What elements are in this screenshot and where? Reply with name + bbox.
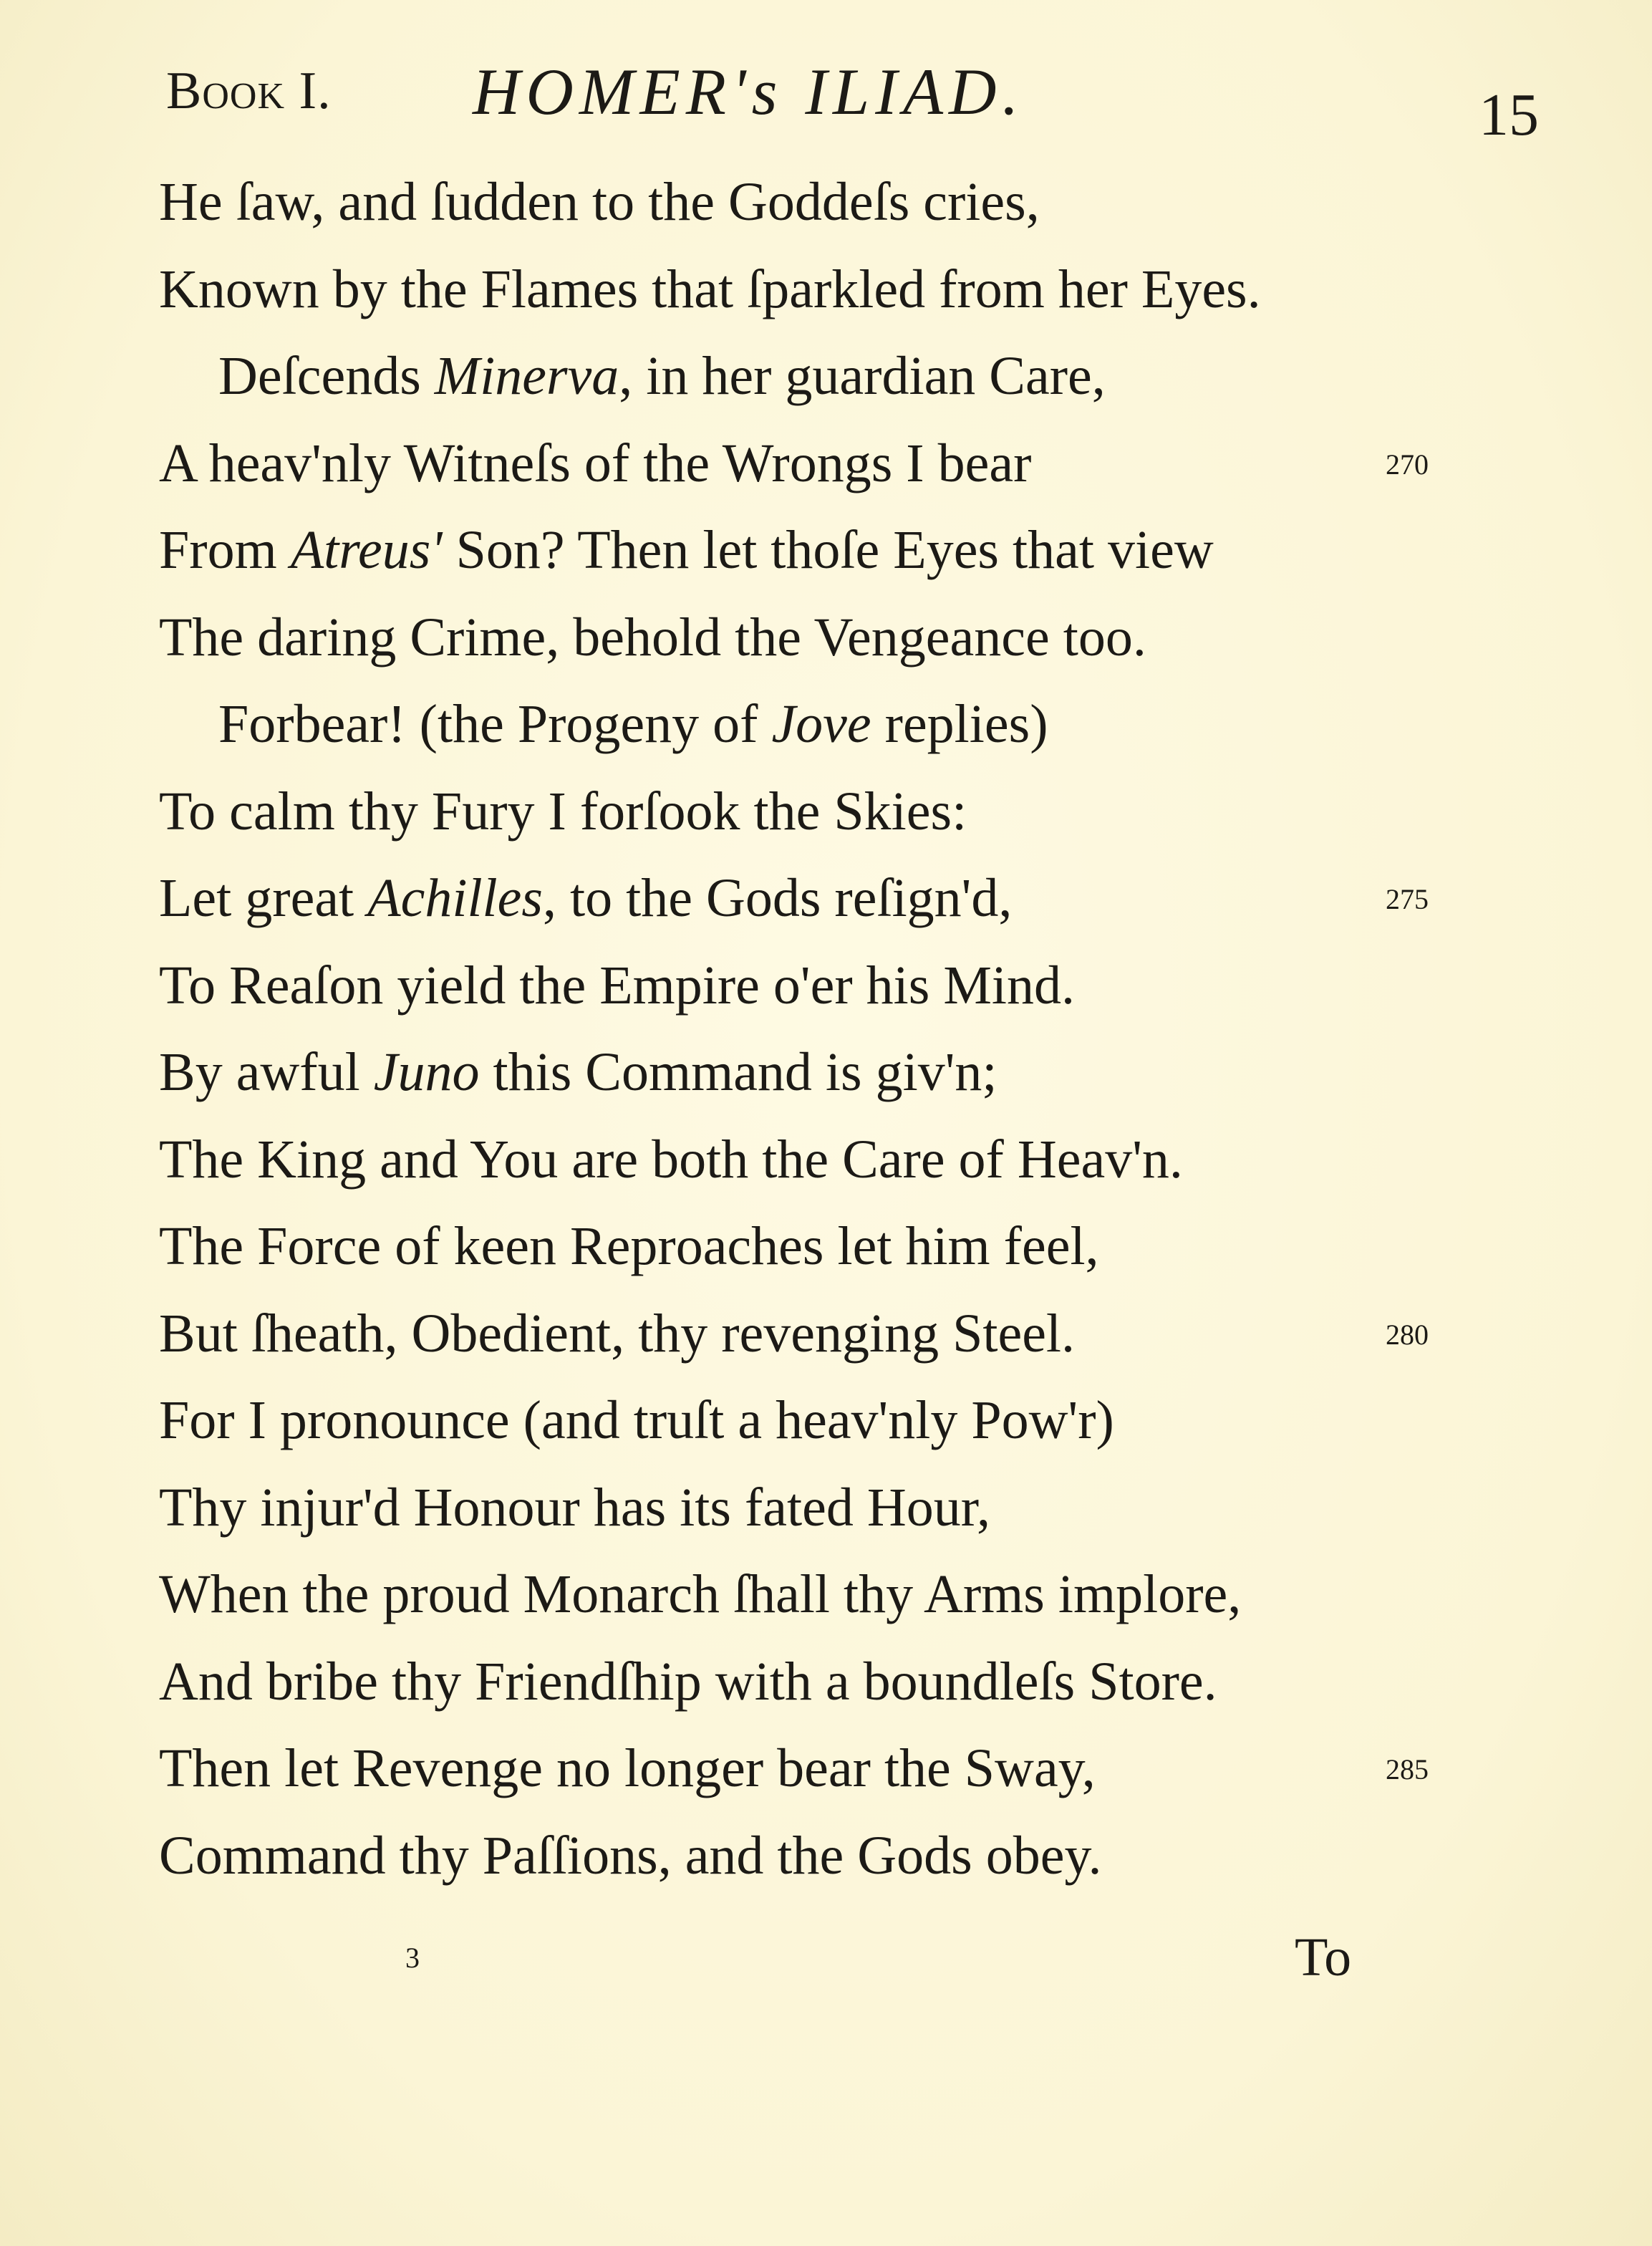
line-number: 280	[1386, 1318, 1429, 1351]
poem-line-text	[159, 1384, 1114, 1456]
poem-line-text	[159, 254, 1261, 325]
poem-line	[0, 1732, 1652, 1821]
line-segment: From	[159, 520, 291, 580]
line-segment: Thy injur'd Honour has its fated Hour,	[159, 1477, 991, 1538]
italic-name: Juno	[373, 1042, 480, 1102]
poem-line-text	[159, 514, 1214, 586]
poem-line	[0, 340, 1652, 429]
line-segment: Deſcends	[218, 346, 435, 406]
signature-mark: 3	[405, 1942, 420, 1974]
italic-name: Atreus'	[290, 520, 443, 580]
poem-line-text	[159, 1124, 1183, 1195]
page-footer	[0, 1927, 1652, 1998]
poem-line	[0, 1036, 1652, 1125]
poem-line	[0, 1820, 1652, 1909]
line-segment: Then let Revenge no longer bear the Sway,	[159, 1738, 1096, 1798]
line-number: 275	[1386, 883, 1429, 915]
poem-line	[0, 1646, 1652, 1735]
poem-line-text	[159, 1036, 998, 1108]
line-segment: A heav'nly Witneſs of the Wrongs I bear	[159, 433, 1032, 493]
line-segment: And bribe thy Friendſhip with a boundleſs Store.	[159, 1651, 1217, 1712]
poem-line-text	[159, 1472, 990, 1543]
line-segment: But ſheath, Obedient, thy revenging Steel.	[159, 1303, 1076, 1364]
poem-line-text	[159, 950, 1075, 1021]
poem-line	[0, 1384, 1652, 1473]
running-header	[0, 50, 1652, 158]
poem-line	[0, 166, 1652, 255]
poem-line	[0, 254, 1652, 342]
poem-line-text	[159, 1820, 1102, 1891]
line-segment: Command thy Paſſions, and the Gods obey.	[159, 1825, 1102, 1886]
italic-name: Jove	[771, 694, 871, 754]
poem-line-text	[159, 1210, 1099, 1282]
poem-line	[0, 1124, 1652, 1213]
line-segment: this Command is giv'n;	[479, 1042, 998, 1102]
line-segment: For I pronounce (and truſt a heav'nly Pow'r)	[159, 1390, 1114, 1450]
line-segment: Forbear! (the Progeny of	[218, 694, 772, 754]
line-segment: The King and You are both the Care of Heav'n.	[159, 1129, 1183, 1190]
page-number: 15	[1479, 82, 1539, 148]
line-segment: The Force of keen Reproaches let him feel,	[159, 1216, 1099, 1276]
running-title: HOMER's ILIAD.	[473, 55, 1025, 128]
poem-line-text	[159, 1298, 1075, 1369]
poem-line	[0, 602, 1652, 690]
line-segment: The daring Crime, behold the Vengeance too.	[159, 607, 1146, 667]
poem-line-text	[159, 428, 1031, 499]
catchword: To	[1295, 1927, 1352, 1987]
line-number: 270	[1386, 448, 1429, 481]
poem-line	[0, 776, 1652, 864]
poem-line-text	[159, 602, 1146, 673]
line-segment: Known by the Flames that ſparkled from her Eyes.	[159, 259, 1261, 319]
poem-line-text	[159, 1558, 1241, 1630]
poem-line	[0, 1558, 1652, 1647]
line-segment: By awful	[159, 1042, 374, 1102]
line-segment: To Reaſon yield the Empire o'er his Mind.	[159, 955, 1076, 1016]
poem-line-text	[159, 166, 1040, 238]
poem-line	[0, 688, 1652, 777]
poem-line-text	[159, 1732, 1096, 1804]
book-label: Book I.	[166, 62, 332, 120]
poem-line	[0, 514, 1652, 603]
poem-line	[0, 950, 1652, 1038]
poem-line-text	[218, 688, 1048, 760]
line-segment: Son? Then let thoſe Eyes that view	[442, 520, 1214, 580]
poem-line	[0, 428, 1652, 516]
italic-name: Achilles	[367, 868, 543, 928]
italic-name: Minerva	[434, 346, 619, 406]
poem-line	[0, 862, 1652, 951]
line-segment: replies)	[871, 694, 1048, 754]
line-segment: Let great	[159, 868, 368, 928]
line-segment: He ſaw, and ſudden to the Goddeſs cries,	[159, 172, 1040, 232]
line-segment: , in her guardian Care,	[619, 346, 1106, 406]
poem-line-text	[159, 862, 1012, 934]
line-number: 285	[1386, 1753, 1429, 1785]
poem-line	[0, 1210, 1652, 1299]
poem-line	[0, 1298, 1652, 1387]
poem-line-text	[159, 1646, 1217, 1717]
line-segment: To calm thy Fury I forſook the Skies:	[159, 781, 967, 842]
poem-line	[0, 1472, 1652, 1561]
line-segment: When the proud Monarch ſhall thy Arms implore,	[159, 1564, 1242, 1624]
line-segment: , to the Gods reſign'd,	[542, 868, 1013, 928]
poem-line-text	[218, 340, 1106, 412]
poem-line-text	[159, 776, 967, 847]
